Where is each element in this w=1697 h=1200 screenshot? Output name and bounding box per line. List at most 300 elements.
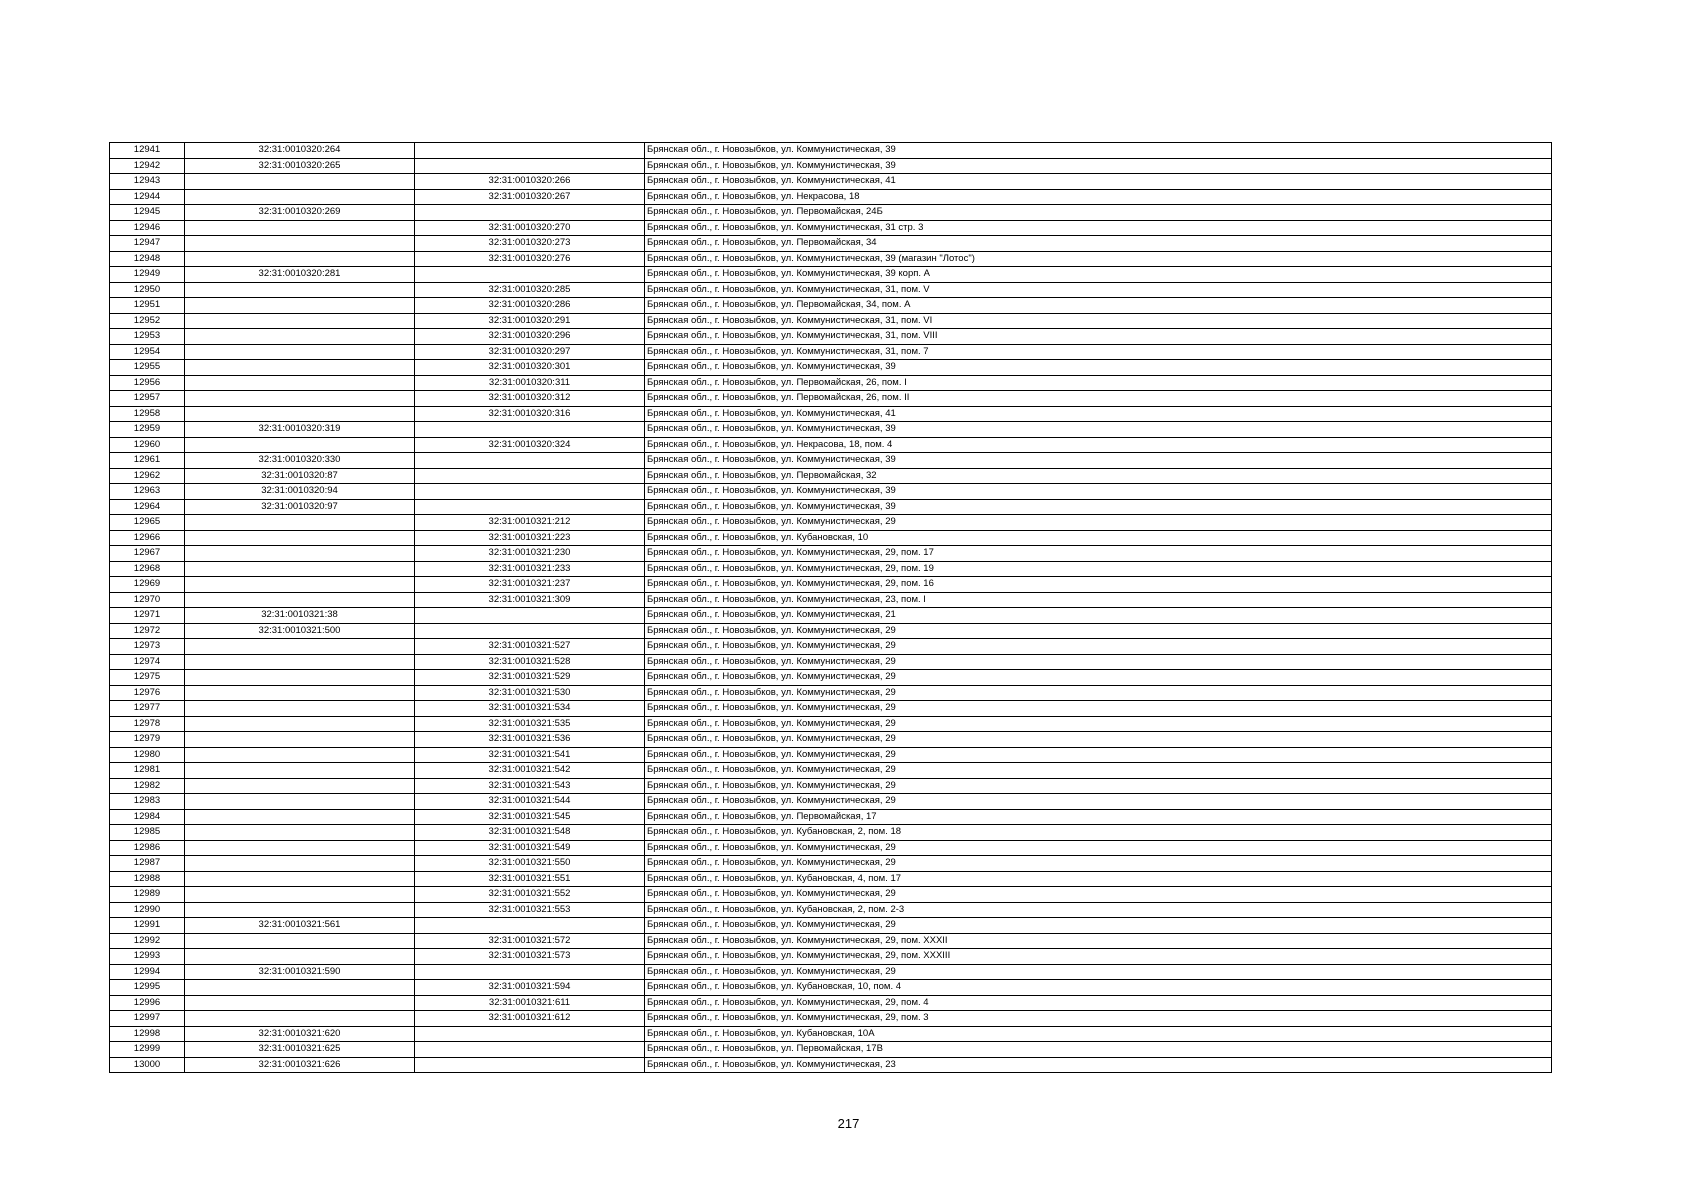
address-cell: Брянская обл., г. Новозыбков, ул. Коммунистическая, 29 bbox=[645, 623, 1552, 639]
row-number-cell: 12965 bbox=[110, 515, 185, 531]
row-number-cell: 12968 bbox=[110, 561, 185, 577]
address-cell: Брянская обл., г. Новозыбков, ул. Кубановская, 2, пом. 2-3 bbox=[645, 902, 1552, 918]
cadastral-number-b-cell: 32:31:0010321:545 bbox=[415, 809, 645, 825]
cadastral-number-a-cell bbox=[185, 825, 415, 841]
cadastral-number-b-cell: 32:31:0010320:312 bbox=[415, 391, 645, 407]
cadastral-number-b-cell: 32:31:0010321:529 bbox=[415, 670, 645, 686]
address-cell: Брянская обл., г. Новозыбков, ул. Коммунистическая, 29 bbox=[645, 685, 1552, 701]
table-row bbox=[110, 964, 1552, 980]
table-row bbox=[110, 840, 1552, 856]
row-number-cell: 12971 bbox=[110, 608, 185, 624]
row-number-cell: 12991 bbox=[110, 918, 185, 934]
table-row bbox=[110, 592, 1552, 608]
row-number-cell: 12980 bbox=[110, 747, 185, 763]
address-cell: Брянская обл., г. Новозыбков, ул. Некрасова, 18, пом. 4 bbox=[645, 437, 1552, 453]
cadastral-number-a-cell bbox=[185, 375, 415, 391]
table-row bbox=[110, 189, 1552, 205]
table-row bbox=[110, 453, 1552, 469]
row-number-cell: 12982 bbox=[110, 778, 185, 794]
table-row bbox=[110, 747, 1552, 763]
cadastral-number-b-cell: 32:31:0010321:237 bbox=[415, 577, 645, 593]
address-cell: Брянская обл., г. Новозыбков, ул. Коммунистическая, 29 bbox=[645, 887, 1552, 903]
cadastral-number-a-cell bbox=[185, 778, 415, 794]
row-number-cell: 12941 bbox=[110, 143, 185, 159]
row-number-cell: 12974 bbox=[110, 654, 185, 670]
address-cell: Брянская обл., г. Новозыбков, ул. Первомайская, 26, пом. II bbox=[645, 391, 1552, 407]
cadastral-number-a-cell: 32:31:0010320:269 bbox=[185, 205, 415, 221]
row-number-cell: 12973 bbox=[110, 639, 185, 655]
address-cell: Брянская обл., г. Новозыбков, ул. Кубановская, 10, пом. 4 bbox=[645, 980, 1552, 996]
table-row bbox=[110, 313, 1552, 329]
cadastral-number-a-cell bbox=[185, 1011, 415, 1027]
table-row bbox=[110, 623, 1552, 639]
cadastral-number-a-cell bbox=[185, 995, 415, 1011]
table-row bbox=[110, 654, 1552, 670]
address-cell: Брянская обл., г. Новозыбков, ул. Коммунистическая, 29 bbox=[645, 794, 1552, 810]
cadastral-number-a-cell bbox=[185, 561, 415, 577]
cadastral-number-b-cell: 32:31:0010321:611 bbox=[415, 995, 645, 1011]
table-row bbox=[110, 794, 1552, 810]
row-number-cell: 12976 bbox=[110, 685, 185, 701]
row-number-cell: 12960 bbox=[110, 437, 185, 453]
cadastral-number-a-cell: 32:31:0010320:281 bbox=[185, 267, 415, 283]
table-row bbox=[110, 484, 1552, 500]
table-row bbox=[110, 701, 1552, 717]
cadastral-number-b-cell: 32:31:0010320:297 bbox=[415, 344, 645, 360]
table-row bbox=[110, 716, 1552, 732]
table-row bbox=[110, 933, 1552, 949]
cadastral-number-b-cell bbox=[415, 422, 645, 438]
cadastral-number-a-cell bbox=[185, 980, 415, 996]
cadastral-number-a-cell bbox=[185, 251, 415, 267]
row-number-cell: 12948 bbox=[110, 251, 185, 267]
cadastral-number-a-cell bbox=[185, 530, 415, 546]
table-row bbox=[110, 344, 1552, 360]
address-cell: Брянская обл., г. Новозыбков, ул. Коммунистическая, 41 bbox=[645, 174, 1552, 190]
cadastral-number-a-cell bbox=[185, 902, 415, 918]
row-number-cell: 12998 bbox=[110, 1026, 185, 1042]
row-number-cell: 12964 bbox=[110, 499, 185, 515]
cadastral-number-a-cell bbox=[185, 189, 415, 205]
address-cell: Брянская обл., г. Новозыбков, ул. Кубановская, 2, пом. 18 bbox=[645, 825, 1552, 841]
address-cell: Брянская обл., г. Новозыбков, ул. Кубановская, 10 bbox=[645, 530, 1552, 546]
cadastral-number-b-cell: 32:31:0010321:612 bbox=[415, 1011, 645, 1027]
cadastral-number-a-cell bbox=[185, 809, 415, 825]
address-cell: Брянская обл., г. Новозыбков, ул. Коммунистическая, 39 bbox=[645, 143, 1552, 159]
cadastral-number-b-cell bbox=[415, 143, 645, 159]
table-row bbox=[110, 763, 1552, 779]
address-cell: Брянская обл., г. Новозыбков, ул. Первомайская, 26, пом. I bbox=[645, 375, 1552, 391]
cadastral-number-b-cell: 32:31:0010321:535 bbox=[415, 716, 645, 732]
table-row bbox=[110, 143, 1552, 159]
row-number-cell: 12999 bbox=[110, 1042, 185, 1058]
table-row bbox=[110, 515, 1552, 531]
row-number-cell: 12954 bbox=[110, 344, 185, 360]
table-row bbox=[110, 561, 1552, 577]
row-number-cell: 12952 bbox=[110, 313, 185, 329]
cadastral-number-a-cell bbox=[185, 329, 415, 345]
registry-table-body bbox=[110, 143, 1552, 1073]
address-cell: Брянская обл., г. Новозыбков, ул. Коммунистическая, 39 bbox=[645, 360, 1552, 376]
table-row bbox=[110, 685, 1552, 701]
cadastral-number-a-cell bbox=[185, 391, 415, 407]
address-cell: Брянская обл., г. Новозыбков, ул. Коммунистическая, 29 bbox=[645, 701, 1552, 717]
cadastral-number-a-cell bbox=[185, 298, 415, 314]
table-row bbox=[110, 1042, 1552, 1058]
address-cell: Брянская обл., г. Новозыбков, ул. Первомайская, 17В bbox=[645, 1042, 1552, 1058]
table-row bbox=[110, 174, 1552, 190]
cadastral-number-b-cell: 32:31:0010320:311 bbox=[415, 375, 645, 391]
cadastral-number-b-cell: 32:31:0010321:230 bbox=[415, 546, 645, 562]
cadastral-number-a-cell: 32:31:0010321:626 bbox=[185, 1057, 415, 1073]
cadastral-number-a-cell: 32:31:0010321:38 bbox=[185, 608, 415, 624]
address-cell: Брянская обл., г. Новозыбков, ул. Коммунистическая, 31 стр. 3 bbox=[645, 220, 1552, 236]
address-cell: Брянская обл., г. Новозыбков, ул. Коммунистическая, 29 bbox=[645, 840, 1552, 856]
table-row bbox=[110, 282, 1552, 298]
cadastral-number-a-cell bbox=[185, 360, 415, 376]
cadastral-number-a-cell bbox=[185, 685, 415, 701]
cadastral-number-a-cell bbox=[185, 546, 415, 562]
row-number-cell: 12958 bbox=[110, 406, 185, 422]
address-cell: Брянская обл., г. Новозыбков, ул. Коммунистическая, 39 bbox=[645, 158, 1552, 174]
cadastral-number-a-cell bbox=[185, 763, 415, 779]
cadastral-number-b-cell bbox=[415, 453, 645, 469]
cadastral-number-b-cell: 32:31:0010321:594 bbox=[415, 980, 645, 996]
row-number-cell: 12995 bbox=[110, 980, 185, 996]
cadastral-number-b-cell bbox=[415, 205, 645, 221]
table-row bbox=[110, 980, 1552, 996]
address-cell: Брянская обл., г. Новозыбков, ул. Коммунистическая, 39 bbox=[645, 484, 1552, 500]
address-cell: Брянская обл., г. Новозыбков, ул. Коммунистическая, 29 bbox=[645, 716, 1552, 732]
table-row bbox=[110, 267, 1552, 283]
table-row bbox=[110, 1026, 1552, 1042]
row-number-cell: 13000 bbox=[110, 1057, 185, 1073]
address-cell: Брянская обл., г. Новозыбков, ул. Коммунистическая, 39 bbox=[645, 453, 1552, 469]
table-row bbox=[110, 1057, 1552, 1073]
address-cell: Брянская обл., г. Новозыбков, ул. Первомайская, 17 bbox=[645, 809, 1552, 825]
address-cell: Брянская обл., г. Новозыбков, ул. Коммунистическая, 21 bbox=[645, 608, 1552, 624]
cadastral-number-a-cell: 32:31:0010321:500 bbox=[185, 623, 415, 639]
cadastral-number-a-cell bbox=[185, 654, 415, 670]
row-number-cell: 12978 bbox=[110, 716, 185, 732]
cadastral-number-b-cell: 32:31:0010320:267 bbox=[415, 189, 645, 205]
row-number-cell: 12969 bbox=[110, 577, 185, 593]
cadastral-number-b-cell: 32:31:0010320:285 bbox=[415, 282, 645, 298]
cadastral-number-b-cell bbox=[415, 158, 645, 174]
cadastral-number-a-cell bbox=[185, 577, 415, 593]
row-number-cell: 12985 bbox=[110, 825, 185, 841]
address-cell: Брянская обл., г. Новозыбков, ул. Кубановская, 4, пом. 17 bbox=[645, 871, 1552, 887]
table-row bbox=[110, 577, 1552, 593]
row-number-cell: 12970 bbox=[110, 592, 185, 608]
address-cell: Брянская обл., г. Новозыбков, ул. Кубановская, 10А bbox=[645, 1026, 1552, 1042]
row-number-cell: 12951 bbox=[110, 298, 185, 314]
table-row bbox=[110, 422, 1552, 438]
cadastral-number-a-cell bbox=[185, 236, 415, 252]
cadastral-number-a-cell bbox=[185, 344, 415, 360]
cadastral-number-b-cell bbox=[415, 499, 645, 515]
page-number: 217 bbox=[837, 1116, 860, 1131]
table-row bbox=[110, 995, 1552, 1011]
cadastral-number-b-cell: 32:31:0010321:527 bbox=[415, 639, 645, 655]
address-cell: Брянская обл., г. Новозыбков, ул. Коммунистическая, 29 bbox=[645, 856, 1552, 872]
cadastral-number-b-cell: 32:31:0010321:534 bbox=[415, 701, 645, 717]
cadastral-number-b-cell: 32:31:0010321:542 bbox=[415, 763, 645, 779]
cadastral-number-a-cell: 32:31:0010320:264 bbox=[185, 143, 415, 159]
table-row bbox=[110, 391, 1552, 407]
cadastral-number-b-cell: 32:31:0010320:324 bbox=[415, 437, 645, 453]
cadastral-number-a-cell: 32:31:0010320:87 bbox=[185, 468, 415, 484]
cadastral-number-a-cell: 32:31:0010320:319 bbox=[185, 422, 415, 438]
cadastral-number-a-cell bbox=[185, 701, 415, 717]
address-cell: Брянская обл., г. Новозыбков, ул. Коммунистическая, 23, пом. I bbox=[645, 592, 1552, 608]
row-number-cell: 12953 bbox=[110, 329, 185, 345]
address-cell: Брянская обл., г. Новозыбков, ул. Некрасова, 18 bbox=[645, 189, 1552, 205]
table-row bbox=[110, 329, 1552, 345]
address-cell: Брянская обл., г. Новозыбков, ул. Коммунистическая, 29 bbox=[645, 763, 1552, 779]
cadastral-number-b-cell: 32:31:0010321:309 bbox=[415, 592, 645, 608]
cadastral-number-a-cell: 32:31:0010320:265 bbox=[185, 158, 415, 174]
cadastral-number-a-cell bbox=[185, 794, 415, 810]
cadastral-number-b-cell: 32:31:0010320:296 bbox=[415, 329, 645, 345]
row-number-cell: 12955 bbox=[110, 360, 185, 376]
table-row bbox=[110, 825, 1552, 841]
address-cell: Брянская обл., г. Новозыбков, ул. Коммунистическая, 31, пом. 7 bbox=[645, 344, 1552, 360]
row-number-cell: 12993 bbox=[110, 949, 185, 965]
cadastral-number-a-cell bbox=[185, 856, 415, 872]
table-row bbox=[110, 499, 1552, 515]
row-number-cell: 12994 bbox=[110, 964, 185, 980]
address-cell: Брянская обл., г. Новозыбков, ул. Коммунистическая, 29, пом. XXXIII bbox=[645, 949, 1552, 965]
cadastral-number-b-cell bbox=[415, 1042, 645, 1058]
table-row bbox=[110, 1011, 1552, 1027]
table-row bbox=[110, 251, 1552, 267]
row-number-cell: 12966 bbox=[110, 530, 185, 546]
cadastral-number-b-cell: 32:31:0010320:301 bbox=[415, 360, 645, 376]
cadastral-number-a-cell bbox=[185, 282, 415, 298]
row-number-cell: 12942 bbox=[110, 158, 185, 174]
cadastral-number-a-cell bbox=[185, 933, 415, 949]
cadastral-number-b-cell: 32:31:0010321:233 bbox=[415, 561, 645, 577]
registry-table bbox=[109, 142, 1552, 1073]
address-cell: Брянская обл., г. Новозыбков, ул. Коммунистическая, 29 bbox=[645, 670, 1552, 686]
cadastral-number-b-cell bbox=[415, 623, 645, 639]
table-row bbox=[110, 809, 1552, 825]
cadastral-number-b-cell: 32:31:0010320:291 bbox=[415, 313, 645, 329]
address-cell: Брянская обл., г. Новозыбков, ул. Коммунистическая, 29, пом. 19 bbox=[645, 561, 1552, 577]
cadastral-number-a-cell: 32:31:0010321:620 bbox=[185, 1026, 415, 1042]
row-number-cell: 12962 bbox=[110, 468, 185, 484]
cadastral-number-b-cell: 32:31:0010321:223 bbox=[415, 530, 645, 546]
address-cell: Брянская обл., г. Новозыбков, ул. Коммунистическая, 39 корп. А bbox=[645, 267, 1552, 283]
cadastral-number-a-cell bbox=[185, 670, 415, 686]
table-row bbox=[110, 732, 1552, 748]
table-row bbox=[110, 530, 1552, 546]
address-cell: Брянская обл., г. Новозыбков, ул. Коммунистическая, 31, пом. VIII bbox=[645, 329, 1552, 345]
table-row bbox=[110, 220, 1552, 236]
cadastral-number-a-cell bbox=[185, 592, 415, 608]
row-number-cell: 12957 bbox=[110, 391, 185, 407]
cadastral-number-a-cell: 32:31:0010320:94 bbox=[185, 484, 415, 500]
row-number-cell: 12975 bbox=[110, 670, 185, 686]
cadastral-number-b-cell: 32:31:0010320:270 bbox=[415, 220, 645, 236]
cadastral-number-b-cell bbox=[415, 468, 645, 484]
address-cell: Брянская обл., г. Новозыбков, ул. Коммунистическая, 39 (магазин "Лотос") bbox=[645, 251, 1552, 267]
cadastral-number-a-cell bbox=[185, 437, 415, 453]
row-number-cell: 12963 bbox=[110, 484, 185, 500]
table-row bbox=[110, 298, 1552, 314]
cadastral-number-b-cell: 32:31:0010320:286 bbox=[415, 298, 645, 314]
cadastral-number-b-cell: 32:31:0010321:541 bbox=[415, 747, 645, 763]
address-cell: Брянская обл., г. Новозыбков, ул. Коммунистическая, 29, пом. 17 bbox=[645, 546, 1552, 562]
table-row bbox=[110, 949, 1552, 965]
address-cell: Брянская обл., г. Новозыбков, ул. Коммунистическая, 29 bbox=[645, 778, 1552, 794]
cadastral-number-b-cell: 32:31:0010320:273 bbox=[415, 236, 645, 252]
row-number-cell: 12959 bbox=[110, 422, 185, 438]
table-row bbox=[110, 406, 1552, 422]
cadastral-number-a-cell bbox=[185, 732, 415, 748]
row-number-cell: 12961 bbox=[110, 453, 185, 469]
table-row bbox=[110, 670, 1552, 686]
address-cell: Брянская обл., г. Новозыбков, ул. Коммунистическая, 29, пом. 3 bbox=[645, 1011, 1552, 1027]
cadastral-number-a-cell: 32:31:0010321:590 bbox=[185, 964, 415, 980]
row-number-cell: 12947 bbox=[110, 236, 185, 252]
row-number-cell: 12986 bbox=[110, 840, 185, 856]
address-cell: Брянская обл., г. Новозыбков, ул. Коммунистическая, 29 bbox=[645, 918, 1552, 934]
cadastral-number-a-cell: 32:31:0010320:330 bbox=[185, 453, 415, 469]
row-number-cell: 12946 bbox=[110, 220, 185, 236]
address-cell: Брянская обл., г. Новозыбков, ул. Коммунистическая, 31, пом. V bbox=[645, 282, 1552, 298]
table-row bbox=[110, 205, 1552, 221]
cadastral-number-a-cell: 32:31:0010320:97 bbox=[185, 499, 415, 515]
cadastral-number-b-cell: 32:31:0010321:212 bbox=[415, 515, 645, 531]
cadastral-number-a-cell bbox=[185, 840, 415, 856]
cadastral-number-b-cell: 32:31:0010321:550 bbox=[415, 856, 645, 872]
cadastral-number-b-cell: 32:31:0010320:316 bbox=[415, 406, 645, 422]
table-row bbox=[110, 902, 1552, 918]
row-number-cell: 12990 bbox=[110, 902, 185, 918]
table-row bbox=[110, 236, 1552, 252]
address-cell: Брянская обл., г. Новозыбков, ул. Коммунистическая, 31, пом. VI bbox=[645, 313, 1552, 329]
table-row bbox=[110, 468, 1552, 484]
cadastral-number-b-cell: 32:31:0010321:549 bbox=[415, 840, 645, 856]
table-row bbox=[110, 887, 1552, 903]
address-cell: Брянская обл., г. Новозыбков, ул. Коммунистическая, 29 bbox=[645, 515, 1552, 531]
address-cell: Брянская обл., г. Новозыбков, ул. Коммунистическая, 29 bbox=[645, 639, 1552, 655]
address-cell: Брянская обл., г. Новозыбков, ул. Первомайская, 34 bbox=[645, 236, 1552, 252]
table-row bbox=[110, 918, 1552, 934]
cadastral-number-a-cell bbox=[185, 313, 415, 329]
address-cell: Брянская обл., г. Новозыбков, ул. Первомайская, 32 bbox=[645, 468, 1552, 484]
cadastral-number-b-cell: 32:31:0010321:572 bbox=[415, 933, 645, 949]
cadastral-number-b-cell: 32:31:0010321:544 bbox=[415, 794, 645, 810]
table-row bbox=[110, 639, 1552, 655]
address-cell: Брянская обл., г. Новозыбков, ул. Коммунистическая, 29, пом. 4 bbox=[645, 995, 1552, 1011]
cadastral-number-b-cell bbox=[415, 1057, 645, 1073]
row-number-cell: 12988 bbox=[110, 871, 185, 887]
cadastral-number-b-cell bbox=[415, 918, 645, 934]
address-cell: Брянская обл., г. Новозыбков, ул. Первомайская, 34, пом. А bbox=[645, 298, 1552, 314]
address-cell: Брянская обл., г. Новозыбков, ул. Коммунистическая, 41 bbox=[645, 406, 1552, 422]
address-cell: Брянская обл., г. Новозыбков, ул. Коммунистическая, 29 bbox=[645, 732, 1552, 748]
table-row bbox=[110, 360, 1552, 376]
cadastral-number-b-cell bbox=[415, 964, 645, 980]
address-cell: Брянская обл., г. Новозыбков, ул. Коммунистическая, 23 bbox=[645, 1057, 1552, 1073]
cadastral-number-a-cell bbox=[185, 716, 415, 732]
cadastral-number-a-cell bbox=[185, 174, 415, 190]
cadastral-number-b-cell: 32:31:0010321:553 bbox=[415, 902, 645, 918]
address-cell: Брянская обл., г. Новозыбков, ул. Коммунистическая, 39 bbox=[645, 499, 1552, 515]
address-cell: Брянская обл., г. Новозыбков, ул. Коммунистическая, 39 bbox=[645, 422, 1552, 438]
cadastral-number-a-cell bbox=[185, 747, 415, 763]
address-cell: Брянская обл., г. Новозыбков, ул. Коммунистическая, 29, пом. 16 bbox=[645, 577, 1552, 593]
row-number-cell: 12981 bbox=[110, 763, 185, 779]
cadastral-number-b-cell: 32:31:0010320:266 bbox=[415, 174, 645, 190]
cadastral-number-a-cell bbox=[185, 871, 415, 887]
cadastral-number-b-cell bbox=[415, 484, 645, 500]
cadastral-number-b-cell bbox=[415, 1026, 645, 1042]
cadastral-number-b-cell: 32:31:0010321:530 bbox=[415, 685, 645, 701]
cadastral-number-a-cell bbox=[185, 220, 415, 236]
row-number-cell: 12950 bbox=[110, 282, 185, 298]
address-cell: Брянская обл., г. Новозыбков, ул. Коммунистическая, 29 bbox=[645, 964, 1552, 980]
address-cell: Брянская обл., г. Новозыбков, ул. Коммунистическая, 29 bbox=[645, 654, 1552, 670]
table-row bbox=[110, 437, 1552, 453]
cadastral-number-b-cell: 32:31:0010321:543 bbox=[415, 778, 645, 794]
row-number-cell: 12979 bbox=[110, 732, 185, 748]
cadastral-number-b-cell: 32:31:0010321:528 bbox=[415, 654, 645, 670]
row-number-cell: 12949 bbox=[110, 267, 185, 283]
cadastral-number-a-cell: 32:31:0010321:561 bbox=[185, 918, 415, 934]
row-number-cell: 12997 bbox=[110, 1011, 185, 1027]
cadastral-number-b-cell bbox=[415, 267, 645, 283]
address-cell: Брянская обл., г. Новозыбков, ул. Первомайская, 24Б bbox=[645, 205, 1552, 221]
row-number-cell: 12984 bbox=[110, 809, 185, 825]
row-number-cell: 12944 bbox=[110, 189, 185, 205]
table-row bbox=[110, 158, 1552, 174]
cadastral-number-b-cell: 32:31:0010320:276 bbox=[415, 251, 645, 267]
row-number-cell: 12956 bbox=[110, 375, 185, 391]
row-number-cell: 12996 bbox=[110, 995, 185, 1011]
cadastral-number-b-cell: 32:31:0010321:548 bbox=[415, 825, 645, 841]
cadastral-number-b-cell: 32:31:0010321:552 bbox=[415, 887, 645, 903]
address-cell: Брянская обл., г. Новозыбков, ул. Коммунистическая, 29, пом. XXXII bbox=[645, 933, 1552, 949]
row-number-cell: 12989 bbox=[110, 887, 185, 903]
row-number-cell: 12943 bbox=[110, 174, 185, 190]
row-number-cell: 12945 bbox=[110, 205, 185, 221]
row-number-cell: 12983 bbox=[110, 794, 185, 810]
row-number-cell: 12972 bbox=[110, 623, 185, 639]
cadastral-number-a-cell: 32:31:0010321:625 bbox=[185, 1042, 415, 1058]
table-row bbox=[110, 546, 1552, 562]
row-number-cell: 12977 bbox=[110, 701, 185, 717]
row-number-cell: 12987 bbox=[110, 856, 185, 872]
table-row bbox=[110, 778, 1552, 794]
cadastral-number-b-cell: 32:31:0010321:536 bbox=[415, 732, 645, 748]
cadastral-number-a-cell bbox=[185, 639, 415, 655]
row-number-cell: 12967 bbox=[110, 546, 185, 562]
row-number-cell: 12992 bbox=[110, 933, 185, 949]
cadastral-number-b-cell: 32:31:0010321:573 bbox=[415, 949, 645, 965]
cadastral-number-a-cell bbox=[185, 887, 415, 903]
cadastral-number-a-cell bbox=[185, 406, 415, 422]
table-row bbox=[110, 375, 1552, 391]
table-row bbox=[110, 608, 1552, 624]
table-row bbox=[110, 871, 1552, 887]
cadastral-number-b-cell bbox=[415, 608, 645, 624]
cadastral-number-a-cell bbox=[185, 515, 415, 531]
cadastral-number-b-cell: 32:31:0010321:551 bbox=[415, 871, 645, 887]
